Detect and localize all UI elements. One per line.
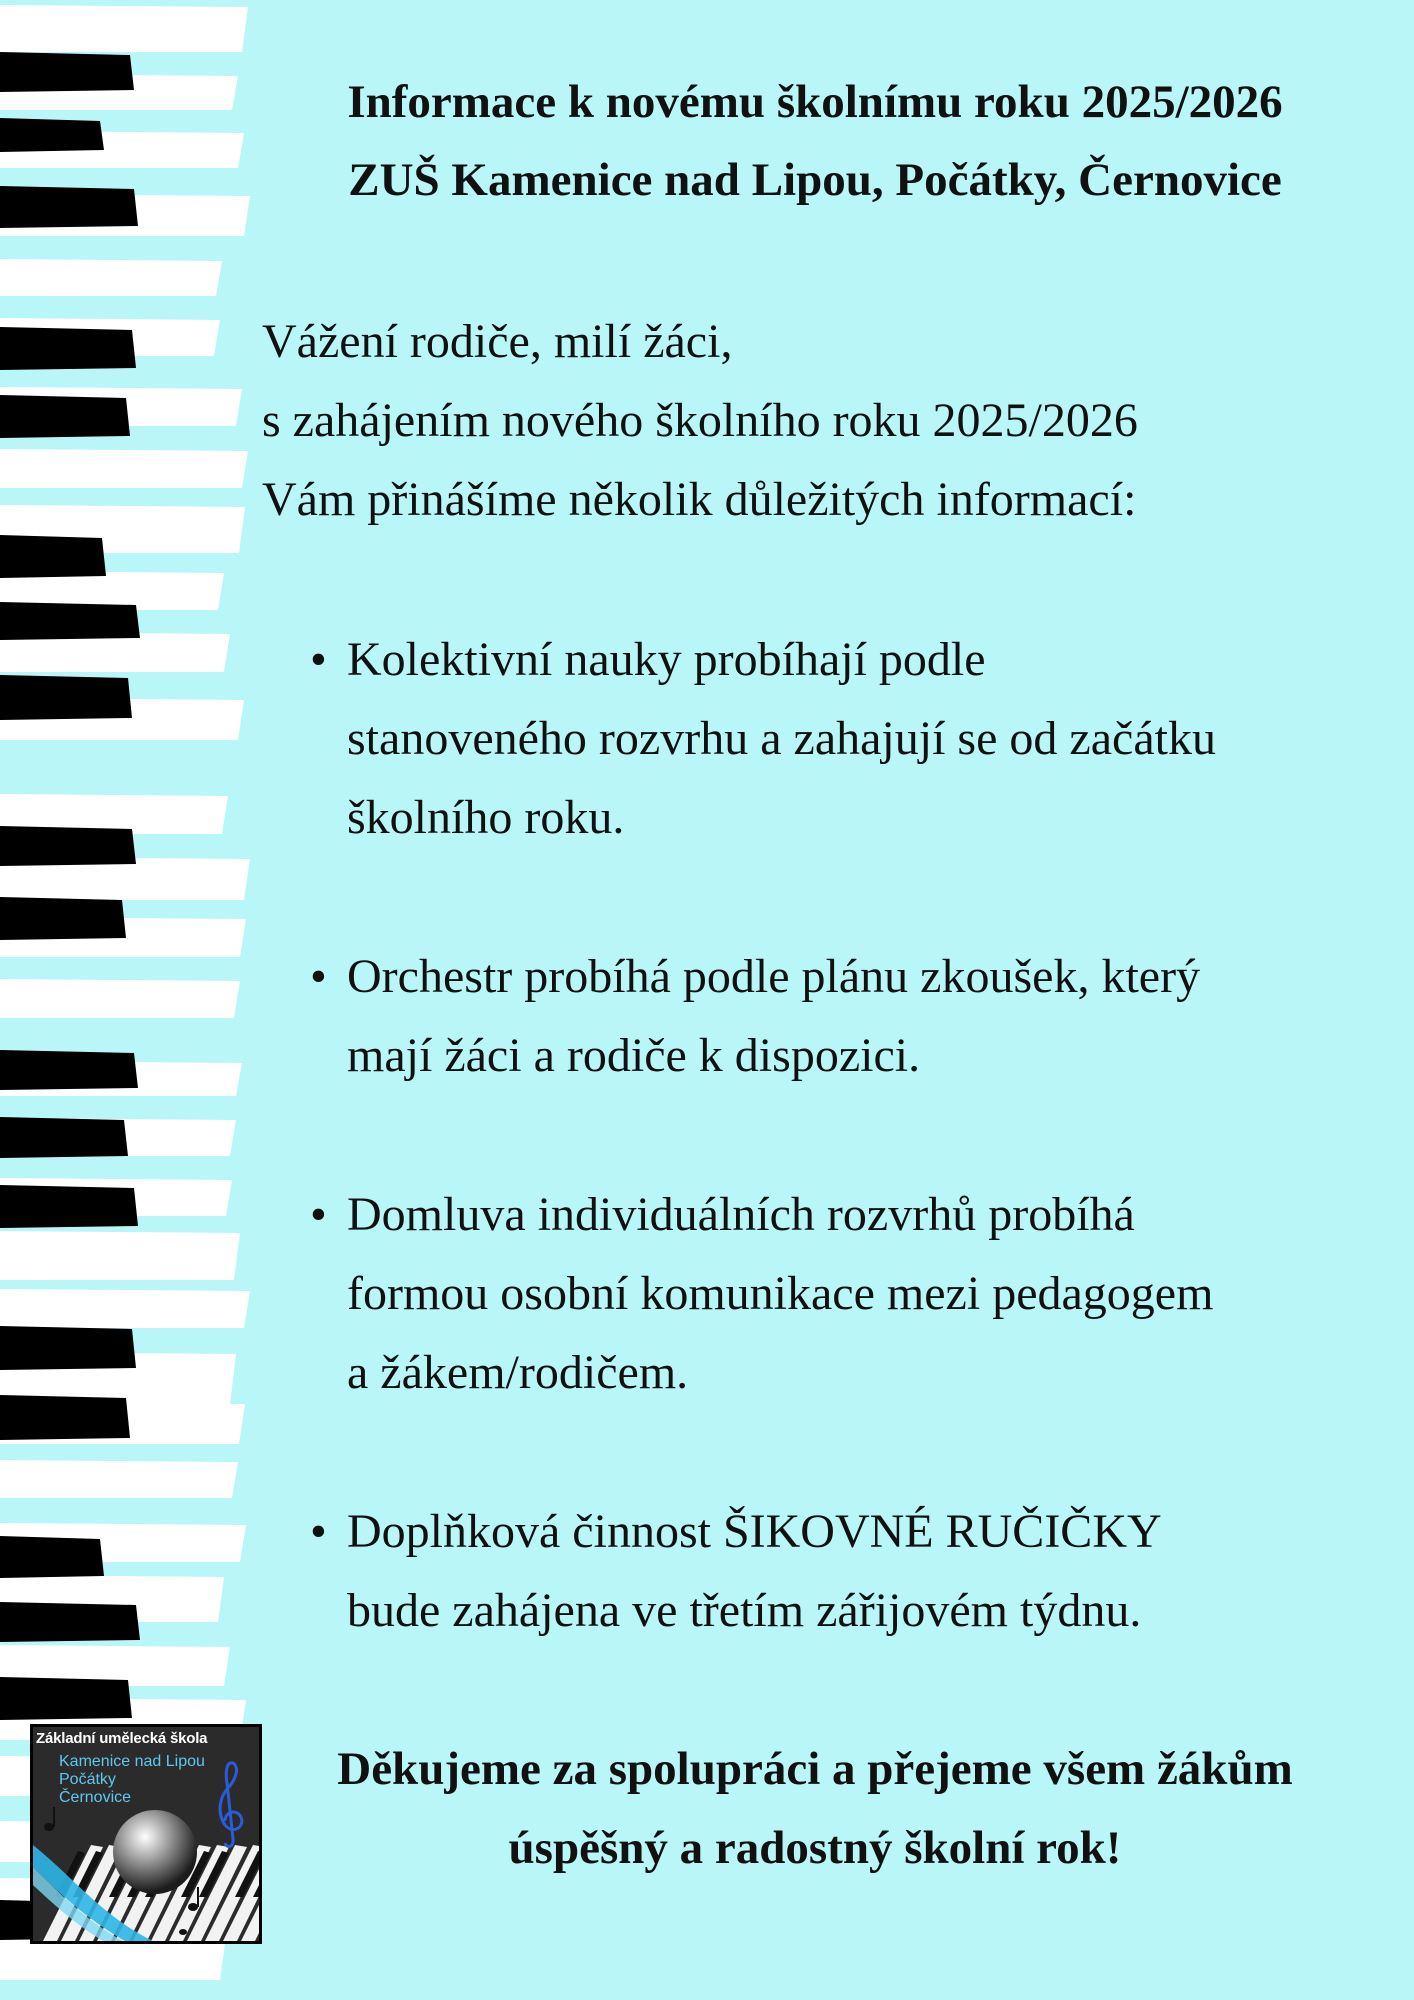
greeting-line-1: Vážení rodiče, milí žáci, (262, 315, 733, 368)
piano-black-key (0, 1117, 128, 1158)
bullet-dot: • (310, 1505, 327, 1558)
bullet-item-orchestra (300, 937, 1395, 1095)
logo-sphere (113, 1810, 197, 1894)
piano-black-key (0, 1185, 138, 1228)
piano-black-key (0, 1536, 104, 1578)
logo-title: Základní umělecká škola (36, 1730, 208, 1747)
bullet-line: formou osobní komunikace mezi pedagogem (347, 1267, 1214, 1320)
bullet-item-individual-schedules (300, 1175, 1395, 1412)
bullet-item-extra-activity (300, 1492, 1395, 1650)
school-logo (30, 1724, 262, 1944)
piano-black-key (0, 826, 136, 866)
piano-white-key (0, 5, 248, 52)
piano-black-key (0, 327, 136, 370)
closing-line-2: úspěšný a radostný školní rok! (508, 1822, 1122, 1874)
bullet-line: stanoveného rozvrhu a zahajují se od začátku (347, 712, 1216, 765)
piano-keyboard-decoration (0, 0, 270, 2000)
bullet-line: mají žáci a rodiče k dispozici. (347, 1029, 921, 1082)
bullet-item-class-lessons (300, 620, 1395, 857)
piano-black-key (0, 1395, 130, 1440)
piano-black-key (0, 395, 130, 438)
piano-white-key (0, 259, 222, 296)
piano-black-key (0, 602, 140, 640)
piano-black-key (0, 1326, 136, 1370)
greeting-line-2: s zahájením nového školního roku 2025/2026 (262, 394, 1138, 447)
greeting-line-3: Vám přinášíme několik důležitých informací: (262, 473, 1137, 526)
bullet-line: Orchestr probíhá podle plánu zkoušek, který (347, 950, 1201, 1003)
bullet-line: Kolektivní nauky probíhají podle (347, 633, 986, 686)
title-line-2: ZUŠ Kamenice nad Lipou, Počátky, Černovice (348, 154, 1282, 206)
piano-black-key (0, 535, 106, 578)
piano-black-key (0, 897, 126, 940)
piano-black-key (0, 1602, 140, 1642)
piano-black-key (0, 186, 138, 228)
bullet-dot: • (310, 1188, 327, 1241)
bullet-line: Domluva individuálních rozvrhů probíhá (347, 1188, 1135, 1241)
bullet-dot: • (310, 950, 327, 1003)
logo-town-1: Kamenice nad Lipou (59, 1753, 205, 1770)
piano-black-key (0, 1677, 132, 1720)
bullet-dot: • (310, 633, 327, 686)
piano-white-key (0, 449, 248, 488)
title-line-1: Informace k novému školnímu roku 2025/2026 (347, 76, 1283, 128)
piano-black-key (0, 118, 104, 152)
piano-black-key (0, 1050, 138, 1090)
logo-town-3: Černovice (59, 1789, 132, 1806)
bullet-line: a žákem/rodičem. (347, 1346, 689, 1399)
piano-white-key (0, 1289, 250, 1328)
logo-town-2: Počátky (59, 1771, 116, 1788)
bullet-line: školního roku. (347, 791, 625, 844)
closing-line-1: Děkujeme za spolupráci a přejeme všem žákům (337, 1743, 1293, 1795)
piano-white-key (0, 979, 240, 1018)
piano-black-key (0, 675, 132, 720)
bullet-line: bude zahájena ve třetím zářijovém týdnu. (347, 1584, 1142, 1637)
piano-black-key (0, 52, 134, 92)
bullet-line: Doplňková činnost ŠIKOVNÉ RUČIČKY (347, 1505, 1162, 1558)
piano-white-key (0, 1231, 240, 1280)
piano-white-key (0, 1460, 238, 1498)
